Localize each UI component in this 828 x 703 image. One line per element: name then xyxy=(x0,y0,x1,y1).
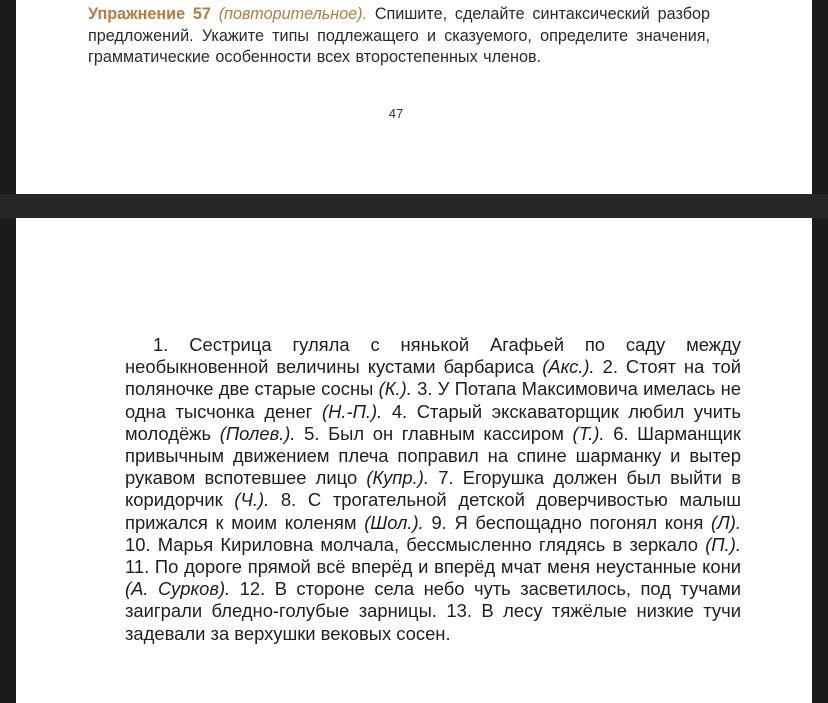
sentence-text: 11. По дороге прямой всё вперёд и вперёд мчат меня неустанные кони xyxy=(125,556,741,578)
sentence-source: (Т.). xyxy=(572,422,605,444)
exercise-instructions xyxy=(88,4,710,69)
sentence-text: 10. Марья Кириловна молчала, бессмысленно глядясь в зеркало xyxy=(125,533,699,555)
exercise-text: Спишите, сделайте синтаксический разбор предложений. Укажите типы подлежащего и сказуемого, определите значения, грамматические особенности всех второстепенных членов. xyxy=(88,5,710,67)
page-48 xyxy=(16,218,812,703)
sentence-text: 4. Старый экскаваторщик любил учить молодёжь xyxy=(125,400,741,444)
sentence-text: 7. Егорушка должен был выйти в коридорчик xyxy=(125,467,741,511)
exercise-subtitle: (повторительное). xyxy=(218,5,368,23)
sentence-text: 8. С трогательной детской доверчивостью малыш прижался к моим коленям xyxy=(125,489,741,533)
sentence-text: 9. Я беспощадно погонял коня xyxy=(431,511,704,533)
sentence-text: 6. Шарманщик привычным движением плеча поправил на спине шарманку и вытер рукавом вспотевшее лицо xyxy=(125,422,741,489)
page-47 xyxy=(16,0,812,194)
page-separator xyxy=(0,194,828,218)
sentence-source: (Полев.). xyxy=(219,422,296,444)
sentence-source: (Шол.). xyxy=(364,511,424,533)
sentence-text: 12. В стороне села небо чуть засветилось, под тучами заиграли бледно-голубые зарницы. xyxy=(125,578,741,622)
sentence-source: (А. Сурков). xyxy=(125,578,231,600)
sentence-text: 1. Сестрица гуляла с нянькой Агафьей по саду между необыкновенной величины кустами барбариса xyxy=(125,334,741,378)
sentence-source: (П.). xyxy=(705,533,741,555)
sentence-source: (Акс.). xyxy=(542,356,595,378)
page-number: 47 xyxy=(388,106,404,121)
sentence-text: 13. В лесу тяжёлые низкие тучи задевали за верхушки вековых сосен. xyxy=(125,600,741,644)
sentence-source: (Ч.). xyxy=(234,489,270,511)
exercise-sentences xyxy=(125,334,741,645)
sentence-source: (Н.-П.). xyxy=(321,400,383,422)
sentence-text: 3. У Потапа Максимовича имелась не одна тысчонка денег xyxy=(125,378,741,422)
sentence-text: 5. Был он главным кассиром xyxy=(304,422,564,444)
sentence-source: (Л). xyxy=(710,511,741,533)
sentence-source: (К.). xyxy=(378,378,412,400)
sentence-source: (Купр.). xyxy=(366,467,430,489)
exercise-title: Упражнение 57 xyxy=(88,5,211,23)
sentence-text: 2. Стоят на той поляночке две старые сосны xyxy=(125,356,741,400)
